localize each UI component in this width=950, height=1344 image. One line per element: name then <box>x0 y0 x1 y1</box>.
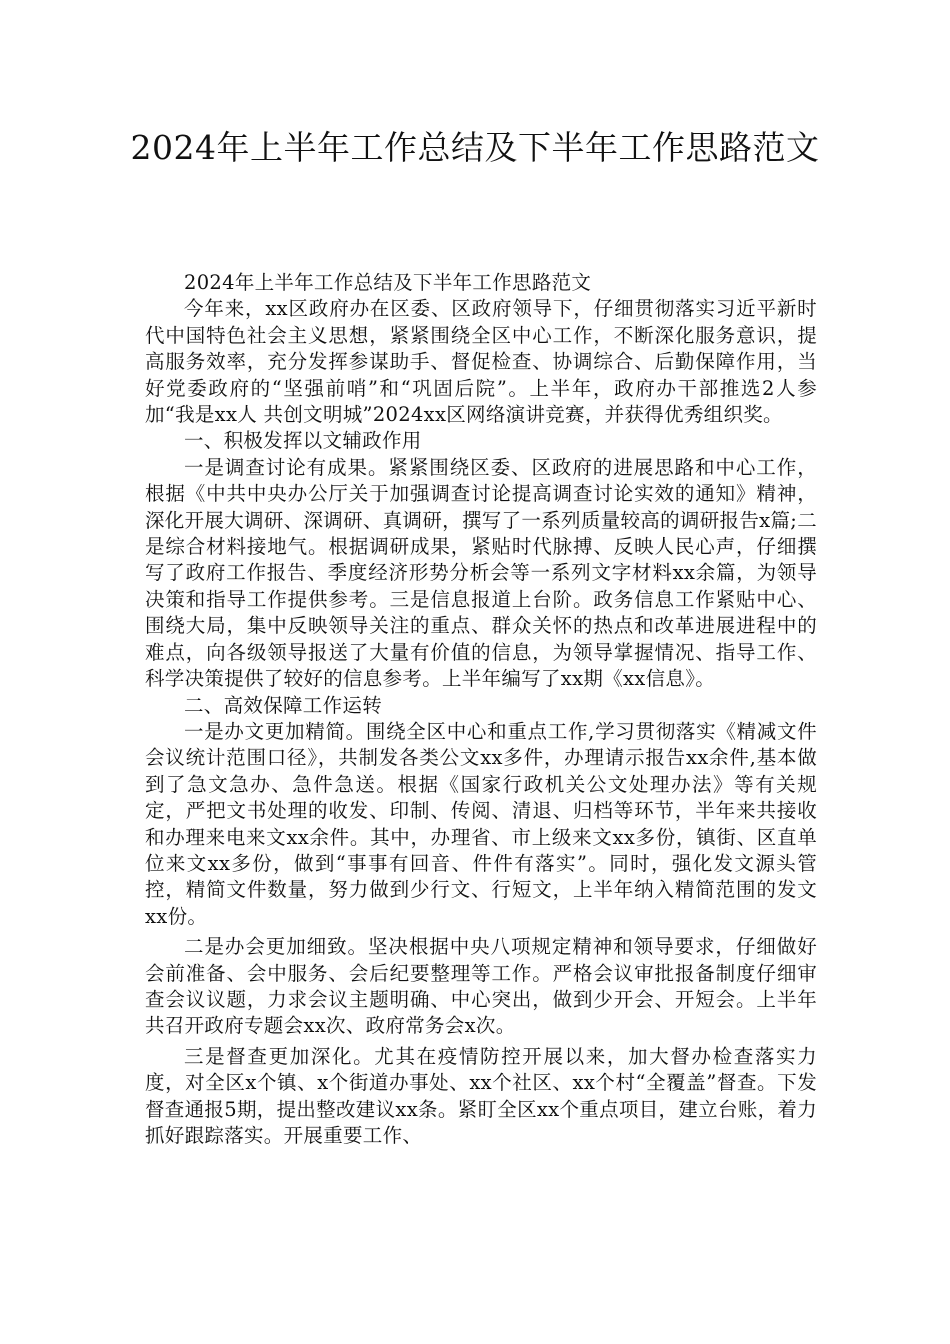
section-heading-2: 二、高效保障工作运转 <box>184 693 383 717</box>
section-2-paragraph-3: 三是督查更加深化。尤其在疫情防控开展以来，加大督办检查落实力度，对全区x个镇、x个街道办事处、xx个社区、xx个村“全覆盖”督查。下发督查通报5期，提出整改建议xx条。紧盯全区xx个重点项目，建立台账，着力抓好跟踪落实。开展重要工作、 <box>145 1044 817 1147</box>
section-2-paragraph-1: 一是办文更加精简。围绕全区中心和重点工作,学习贯彻落实《精减文件会议统计范围口径》，共制发各类公文xx多件，办理请示报告xx余件,基本做到了急文急办、急件急送。根据《国家行政机关公文处理办法》等有关规定，严把文书处理的收发、印制、传阅、清退、归档等环节，半年来共接收和办理来电来文xx余件。其中，办理省、市上级来文xx多份，镇街、区直单位来文xx多份，做到“事事有回音、件件有落实”。同时，强化发文源头管控，精简文件数量，努力做到少行文、行短文，上半年纳入精简范围的发文xx份。 <box>145 719 817 928</box>
intro-paragraph: 今年来，xx区政府办在区委、区政府领导下，仔细贯彻落实习近平新时代中国特色社会主义思想，紧紧围绕全区中心工作，不断深化服务意识，提高服务效率，充分发挥参谋助手、督促检查、协调综合、后勤保障作用，当好党委政府的“坚强前哨”和“巩固后院”。上半年，政府办干部推选2人参加“我是xx人 共创文明城”2024xx区网络演讲竞赛，并获得优秀组织奖。 <box>145 297 817 427</box>
document-title: 2024年上半年工作总结及下半年工作思路范文 <box>130 128 820 167</box>
section-2-paragraph-2: 二是办会更加细致。坚决根据中央八项规定精神和领导要求，仔细做好会前准备、会中服务、会后纪要整理等工作。严格会议审批报备制度仔细审查会议议题，力求会议主题明确、中心突出，做到少开会、开短会。上半年共召开政府专题会xx次、政府常务会x次。 <box>145 935 817 1038</box>
section-heading-1: 一、积极发挥以文辅政作用 <box>184 429 422 453</box>
document-body <box>145 270 817 1149</box>
section-1-paragraph: 一是调查讨论有成果。紧紧围绕区委、区政府的进展思路和中心工作，根据《中共中央办公厅关于加强调查讨论提高调查讨论实效的通知》精神，深化开展大调研、深调研、真调研，撰写了一系列质量较高的调研报告x篇;二是综合材料接地气。根据调研成果，紧贴时代脉搏、反映人民心声，仔细撰写了政府工作报告、季度经济形势分析会等一系列文字材料xx余篇，为领导决策和指导工作提供参考。三是信息报道上台阶。政务信息工作紧贴中心、围绕大局，集中反映领导关注的重点、群众关怀的热点和改革进展进程中的难点，向各级领导报送了大量有价值的信息，为领导掌握情况、指导工作、科学决策提供了较好的信息参考。上半年编写了xx期《xx信息》。 <box>145 455 817 691</box>
subtitle-paragraph: 2024年上半年工作总结及下半年工作思路范文 <box>184 271 592 294</box>
